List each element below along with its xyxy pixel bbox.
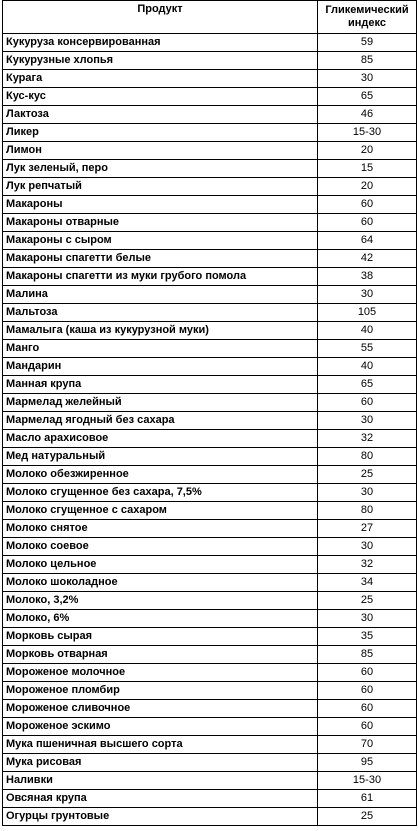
table-row: [3, 646, 417, 664]
glycemic-index-cell: 105: [318, 304, 417, 322]
product-name-cell: Макароны с сыром: [3, 232, 318, 250]
product-name-cell: Лук зеленый, перо: [3, 160, 318, 178]
product-name-cell: Морковь сырая: [3, 628, 318, 646]
glycemic-index-cell: 65: [318, 88, 417, 106]
table-row: [3, 448, 417, 466]
product-name-cell: Молоко, 6%: [3, 610, 318, 628]
table-row: [3, 610, 417, 628]
table-row: [3, 340, 417, 358]
glycemic-index-cell: 15-30: [318, 124, 417, 142]
product-name-cell: Мороженое пломбир: [3, 682, 318, 700]
product-name-cell: Манная крупа: [3, 376, 318, 394]
table-row: [3, 124, 417, 142]
glycemic-index-cell: 25: [318, 466, 417, 484]
glycemic-index-cell: 30: [318, 484, 417, 502]
product-name-cell: Молоко шоколадное: [3, 574, 318, 592]
glycemic-index-cell: 85: [318, 646, 417, 664]
table-row: [3, 502, 417, 520]
glycemic-index-cell: 27: [318, 520, 417, 538]
product-name-cell: Молоко, 3,2%: [3, 592, 318, 610]
table-row: [3, 52, 417, 70]
glycemic-index-cell: 40: [318, 322, 417, 340]
product-name-cell: Огурцы грунтовые: [3, 808, 318, 826]
table-row: [3, 412, 417, 430]
product-name-cell: Мальтоза: [3, 304, 318, 322]
glycemic-index-cell: 60: [318, 718, 417, 736]
table-row: [3, 304, 417, 322]
product-name-cell: Лук репчатый: [3, 178, 318, 196]
glycemic-index-cell: 30: [318, 412, 417, 430]
product-name-cell: Мармелад желейный: [3, 394, 318, 412]
product-name-cell: Мороженое эскимо: [3, 718, 318, 736]
table-row: [3, 574, 417, 592]
product-name-cell: Молоко сгущенное с сахаром: [3, 502, 318, 520]
product-name-cell: Макароны спагетти из муки грубого помола: [3, 268, 318, 286]
table-row: [3, 70, 417, 88]
table-row: [3, 718, 417, 736]
glycemic-index-cell: 46: [318, 106, 417, 124]
glycemic-index-cell: 60: [318, 196, 417, 214]
glycemic-index-cell: 15: [318, 160, 417, 178]
table-row: [3, 772, 417, 790]
table-row: [3, 376, 417, 394]
product-name-cell: Макароны спагетти белые: [3, 250, 318, 268]
table-row: [3, 88, 417, 106]
product-name-cell: Мамалыга (каша из кукурузной муки): [3, 322, 318, 340]
product-name-cell: Молоко соевое: [3, 538, 318, 556]
table-body: [3, 34, 417, 826]
table-row: [3, 250, 417, 268]
product-name-cell: Масло арахисовое: [3, 430, 318, 448]
glycemic-index-cell: 70: [318, 736, 417, 754]
glycemic-index-cell: 40: [318, 358, 417, 376]
product-name-cell: Молоко обезжиренное: [3, 466, 318, 484]
table-row: [3, 664, 417, 682]
glycemic-index-cell: 60: [318, 700, 417, 718]
product-name-cell: Макароны: [3, 196, 318, 214]
table-row: [3, 232, 417, 250]
glycemic-index-cell: 42: [318, 250, 417, 268]
table-row: [3, 700, 417, 718]
table-row: [3, 358, 417, 376]
product-name-cell: Мороженое сливочное: [3, 700, 318, 718]
table-row: [3, 682, 417, 700]
product-name-cell: Мороженое молочное: [3, 664, 318, 682]
table-row: [3, 268, 417, 286]
table-row: [3, 142, 417, 160]
header-product: Продукт: [3, 1, 318, 34]
product-name-cell: Лимон: [3, 142, 318, 160]
product-name-cell: Мука пшеничная высшего сорта: [3, 736, 318, 754]
table-header-row: [3, 1, 417, 34]
glycemic-index-cell: 38: [318, 268, 417, 286]
glycemic-index-cell: 34: [318, 574, 417, 592]
glycemic-index-cell: 95: [318, 754, 417, 772]
product-name-cell: Мандарин: [3, 358, 318, 376]
glycemic-index-cell: 60: [318, 394, 417, 412]
glycemic-index-cell: 25: [318, 592, 417, 610]
table-row: [3, 160, 417, 178]
product-name-cell: Кукуруза консервированная: [3, 34, 318, 52]
table-row: [3, 520, 417, 538]
table-row: [3, 322, 417, 340]
glycemic-index-cell: 60: [318, 682, 417, 700]
product-name-cell: Мармелад ягодный без сахара: [3, 412, 318, 430]
product-name-cell: Молоко снятое: [3, 520, 318, 538]
product-name-cell: Манго: [3, 340, 318, 358]
header-glycemic-index: Гликемический индекс: [318, 1, 417, 34]
table-row: [3, 106, 417, 124]
table-row: [3, 466, 417, 484]
table-row: [3, 286, 417, 304]
table-row: [3, 556, 417, 574]
table-row: [3, 394, 417, 412]
table-row: [3, 754, 417, 772]
glycemic-index-cell: 30: [318, 610, 417, 628]
glycemic-index-cell: 20: [318, 178, 417, 196]
glycemic-index-cell: 65: [318, 376, 417, 394]
glycemic-index-table-container: [2, 0, 416, 826]
product-name-cell: Курага: [3, 70, 318, 88]
glycemic-index-cell: 15-30: [318, 772, 417, 790]
glycemic-index-cell: 30: [318, 538, 417, 556]
table-row: [3, 214, 417, 232]
glycemic-index-cell: 32: [318, 556, 417, 574]
glycemic-index-cell: 60: [318, 214, 417, 232]
product-name-cell: Мед натуральный: [3, 448, 318, 466]
glycemic-index-cell: 55: [318, 340, 417, 358]
table-row: [3, 196, 417, 214]
glycemic-index-cell: 35: [318, 628, 417, 646]
product-name-cell: Мука рисовая: [3, 754, 318, 772]
glycemic-index-cell: 20: [318, 142, 417, 160]
glycemic-index-cell: 32: [318, 430, 417, 448]
glycemic-index-cell: 30: [318, 70, 417, 88]
product-name-cell: Макароны отварные: [3, 214, 318, 232]
glycemic-index-cell: 64: [318, 232, 417, 250]
glycemic-index-cell: 59: [318, 34, 417, 52]
table-row: [3, 790, 417, 808]
product-name-cell: Кукурузные хлопья: [3, 52, 318, 70]
glycemic-index-cell: 80: [318, 448, 417, 466]
table-row: [3, 628, 417, 646]
glycemic-index-cell: 30: [318, 286, 417, 304]
glycemic-index-cell: 60: [318, 664, 417, 682]
product-name-cell: Малина: [3, 286, 318, 304]
glycemic-index-table: [2, 0, 417, 826]
product-name-cell: Морковь отварная: [3, 646, 318, 664]
product-name-cell: Наливки: [3, 772, 318, 790]
glycemic-index-cell: 80: [318, 502, 417, 520]
table-row: [3, 808, 417, 826]
product-name-cell: Овсяная крупа: [3, 790, 318, 808]
table-row: [3, 538, 417, 556]
table-row: [3, 484, 417, 502]
product-name-cell: Лактоза: [3, 106, 318, 124]
product-name-cell: Молоко сгущенное без сахара, 7,5%: [3, 484, 318, 502]
glycemic-index-cell: 85: [318, 52, 417, 70]
table-row: [3, 34, 417, 52]
product-name-cell: Ликер: [3, 124, 318, 142]
glycemic-index-cell: 25: [318, 808, 417, 826]
table-row: [3, 736, 417, 754]
product-name-cell: Молоко цельное: [3, 556, 318, 574]
glycemic-index-cell: 61: [318, 790, 417, 808]
product-name-cell: Кус-кус: [3, 88, 318, 106]
table-row: [3, 178, 417, 196]
table-row: [3, 430, 417, 448]
table-row: [3, 592, 417, 610]
